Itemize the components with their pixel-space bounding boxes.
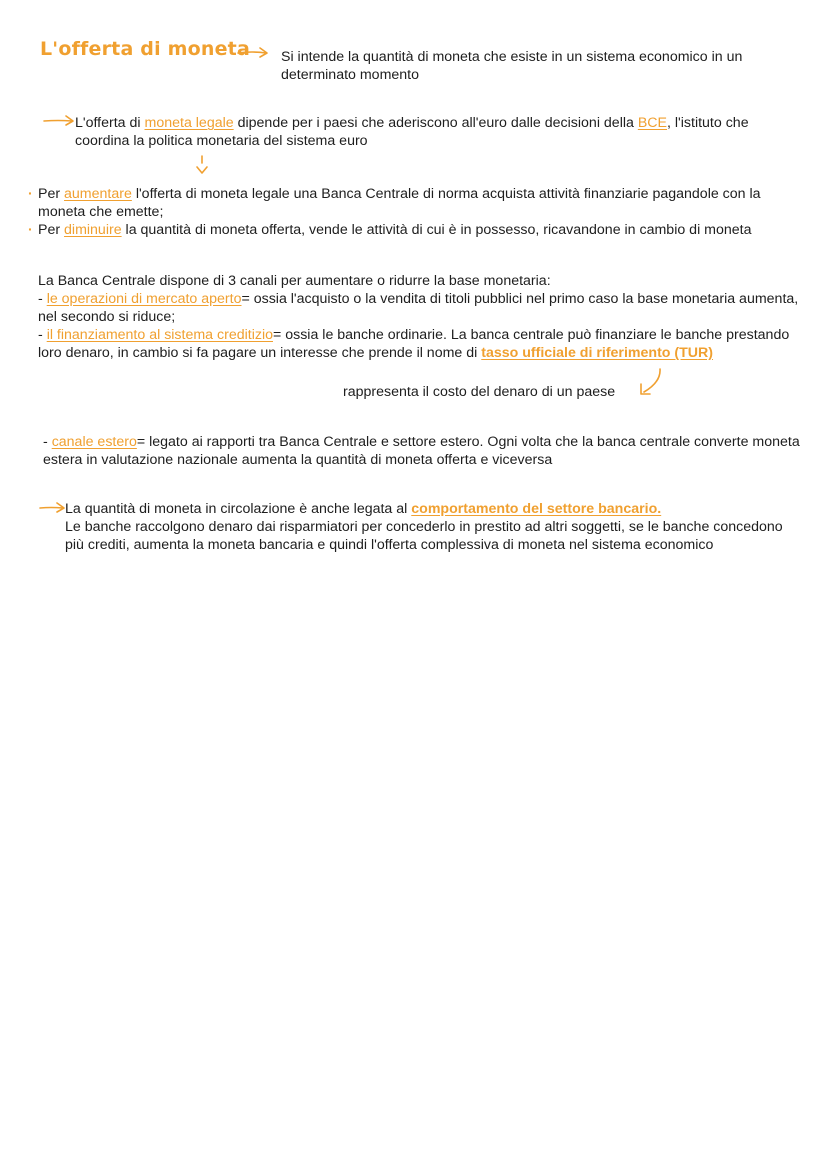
right-arrow-icon xyxy=(42,114,76,128)
dash: - xyxy=(43,434,48,450)
banking-text: Le banche raccolgono denaro dai risparmiatori per concederlo in prestito ad altri soggetti, se le banche concedono più crediti, aumenta la moneta bancaria e quindi l'offerta complessiva di moneta nel sistema economico xyxy=(65,519,783,553)
channel-item-open-market xyxy=(38,290,808,326)
bullet-item xyxy=(38,185,808,221)
bullet-item xyxy=(38,221,768,239)
bullet-dot-icon: · xyxy=(28,186,33,202)
tur-highlight: tasso ufficiale di riferimento (TUR) xyxy=(481,345,714,361)
banking-pre: La quantità di moneta in circolazione è anche legata al xyxy=(65,501,408,517)
bullet-pre: Per xyxy=(38,222,61,238)
bullet-text: la quantità di moneta offerta, vende le attività di cui è in possesso, ricavandone in cambio di moneta xyxy=(125,222,752,238)
channel-item-credit xyxy=(38,326,808,362)
legal-money-pre: L'offerta di xyxy=(75,115,141,131)
legal-money-post: , l'istituto che coordina la politica monetaria del sistema euro xyxy=(75,115,749,149)
banking-paragraph xyxy=(65,500,785,554)
bce-highlight: BCE xyxy=(637,115,668,131)
bullet-dot-icon: · xyxy=(28,222,33,238)
right-arrow-icon xyxy=(236,46,270,60)
bullet-pre: Per xyxy=(38,186,61,202)
channel-item-foreign xyxy=(43,433,813,469)
legal-money-highlight: moneta legale xyxy=(144,115,234,131)
bullet-highlight: aumentare xyxy=(64,186,132,202)
channels-intro: La Banca Centrale dispone di 3 canali per aumentare o ridurre la base monetaria: xyxy=(38,273,551,289)
tur-note: rappresenta il costo del denaro di un paese xyxy=(343,384,616,400)
bullet-highlight: diminuire xyxy=(64,222,122,238)
banking-highlight: comportamento del settore bancario. xyxy=(411,501,662,517)
legal-money-mid: dipende per i paesi che aderiscono all'euro dalle decisioni della xyxy=(237,115,634,131)
curved-arrow-icon xyxy=(636,366,666,400)
page-title: L'offerta di moneta xyxy=(40,38,250,60)
down-arrow-icon xyxy=(194,154,210,176)
channel-highlight: il finanziamento al sistema creditizio xyxy=(46,327,273,343)
dash: - xyxy=(38,291,43,307)
bullet-text: l'offerta di moneta legale una Banca Centrale di norma acquista attività finanziarie pagandole con la moneta che emette; xyxy=(38,186,761,220)
channel-text: = ossia l'acquisto o la vendita di titoli pubblici nel primo caso la base monetaria aumenta, nel secondo si riduce; xyxy=(38,291,799,325)
dash: - xyxy=(38,327,43,343)
channel-text: = legato ai rapporti tra Banca Centrale e settore estero. Ogni volta che la banca centrale converte moneta estera in valutazione nazionale aumenta la quantità di moneta offerta e viceversa xyxy=(43,434,800,468)
legal-money-paragraph xyxy=(75,114,795,150)
channel-text: = ossia le banche ordinarie. La banca centrale può finanziare le banche prestando loro denaro, in cambio si fa pagare un interesse che prende il nome di xyxy=(38,327,790,361)
definition-text: Si intende la quantità di moneta che esiste in un sistema economico in un determinato momento xyxy=(281,49,743,83)
right-arrow-icon xyxy=(38,501,68,515)
channel-highlight: le operazioni di mercato aperto xyxy=(46,291,242,307)
channel-highlight: canale estero xyxy=(51,434,137,450)
